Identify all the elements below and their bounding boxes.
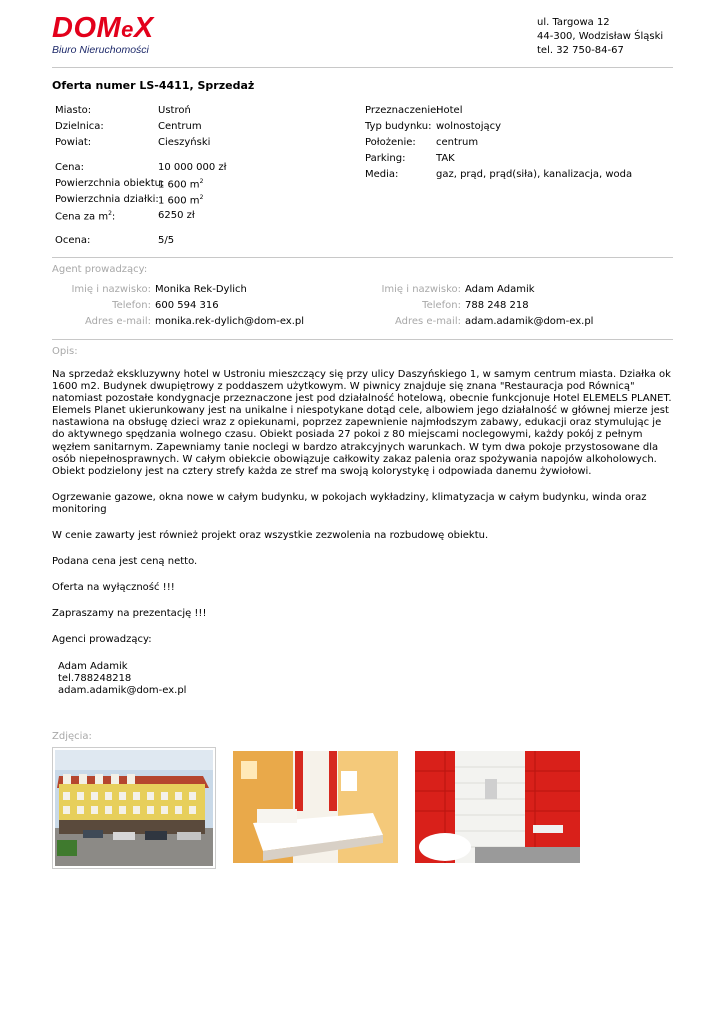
- description-paragraph: Zapraszamy na prezentację !!!: [52, 608, 207, 620]
- description-paragraph: Agenci prowadzący:: [52, 634, 152, 646]
- agent-2-name: Adam Adamik: [465, 284, 535, 295]
- hotel-bathroom-photo[interactable]: [415, 751, 580, 863]
- hotel-building-photo[interactable]: [52, 747, 216, 869]
- contact-email: adam.adamik@dom-ex.pl: [58, 684, 187, 696]
- powiat-value: Cieszyński: [158, 137, 211, 148]
- przeznaczenie-value: Hotel: [436, 105, 463, 116]
- ocena-label: Ocena:: [55, 235, 91, 246]
- powierzchnia-dzialki-label: Powierzchnia działki:: [55, 194, 159, 205]
- description-label: Opis:: [52, 346, 78, 357]
- agent-1-name: Monika Rek-Dylich: [155, 284, 247, 295]
- description-paragraph: Oferta na wyłączność !!!: [52, 582, 175, 594]
- cena-label: Cena:: [55, 162, 84, 173]
- header-divider: [52, 67, 673, 68]
- agent-2-phone-label: Telefon:: [422, 300, 461, 311]
- agent-1-phone-label: Telefon:: [112, 300, 151, 311]
- description-paragraph: Podana cena jest ceną netto.: [52, 556, 198, 568]
- description-paragraph: W cenie zawarty jest również projekt oraz wszystkie zezwolenia na rozbudowę obiektu.: [52, 530, 489, 542]
- miasto-value: Ustroń: [158, 105, 191, 116]
- polozenie-label: Położenie:: [365, 137, 416, 148]
- powierzchnia-obiektu-value: 1 600 $m^2$: [158, 178, 204, 191]
- typ-budynku-label: Typ budynku:: [365, 121, 432, 132]
- media-value: gaz, prąd, prąd(siła), kanalizacja, woda: [436, 169, 633, 180]
- logo-wordmark: DOMeX: [52, 12, 154, 44]
- agents-section-label: Agent prowadzący:: [52, 264, 148, 275]
- cena-za-m2-label: Cena za $m^2$:: [55, 210, 116, 223]
- company-address: [537, 16, 663, 58]
- dzielnica-value: Centrum: [158, 121, 202, 132]
- contact-tel: tel.788248218: [58, 672, 132, 684]
- company-logo: [52, 14, 154, 56]
- powierzchnia-dzialki-value: 1 600 $m^2$: [158, 194, 204, 207]
- agent-1-phone[interactable]: 600 594 316: [155, 300, 219, 311]
- agent-1-email[interactable]: monika.rek-dylich@dom-ex.pl: [155, 316, 305, 327]
- description-paragraph: Ogrzewanie gazowe, okna nowe w całym budynku, w pokojach wykładziny, klimatyzacja w całym budynku, winda oraz monitoring: [52, 491, 647, 515]
- agents-divider: [52, 339, 673, 340]
- dzielnica-label: Dzielnica:: [55, 121, 104, 132]
- hotel-bedroom-photo[interactable]: [233, 751, 398, 863]
- przeznaczenie-label: Przeznaczenie:: [365, 105, 440, 116]
- powierzchnia-obiektu-label: Powierzchnia obiektu:: [55, 178, 165, 189]
- polozenie-value: centrum: [436, 137, 479, 148]
- parking-label: Parking:: [365, 153, 406, 164]
- cena-value: 10 000 000 zł: [158, 162, 227, 173]
- address-phone: tel. 32 750-84-67: [537, 45, 624, 56]
- typ-budynku-value: wolnostojący: [436, 121, 502, 132]
- agent-2-name-label: Imię i nazwisko:: [381, 284, 461, 295]
- agent-2-phone[interactable]: 788 248 218: [465, 300, 529, 311]
- agent-2-email[interactable]: adam.adamik@dom-ex.pl: [465, 316, 594, 327]
- contact-name: Adam Adamik: [58, 660, 128, 672]
- details-divider: [52, 257, 673, 258]
- miasto-label: Miasto:: [55, 105, 92, 116]
- agent-1-name-label: Imię i nazwisko:: [71, 284, 151, 295]
- parking-value: TAK: [436, 153, 455, 164]
- cena-za-m2-value: 6250 zł: [158, 210, 195, 221]
- powiat-label: Powiat:: [55, 137, 92, 148]
- offer-title: Oferta numer LS-4411, Sprzedaż: [52, 79, 255, 92]
- photos-label: Zdjęcia:: [52, 731, 92, 742]
- address-street: ul. Targowa 12: [537, 17, 610, 28]
- agent-2-email-label: Adres e-mail:: [394, 316, 461, 327]
- address-city: 44-300, Wodzisław Śląski: [537, 31, 664, 42]
- ocena-value: 5/5: [158, 235, 175, 246]
- media-label: Media:: [365, 169, 399, 180]
- agent-1-email-label: Adres e-mail:: [84, 316, 151, 327]
- description-body: [52, 369, 674, 697]
- description-paragraph: Na sprzedaż ekskluzywny hotel w Ustroniu mieszczący się przy ulicy Daszyńskiego 1, w samym centrum miasta. Działka ok 1600 m2. Budynek dwupiętrowy z poddaszem użytkowym. W piwnicy znajduje się znana "Restauracja pod Równicą" natomiast pozostałe kondygnacje przeznaczone jest pod działalność hotelową, obecnie funkcjonuje Hotel ELEMELS PLANET. Elemels Planet ukierunkowany jest na unikalne i niespotykane dotąd cele, albowiem jego działalność w głównej mierze jest nastawiona na obsługę dzieci wraz z opiekunami, poprzez zapewnienie najmłodszym zabawy, edukacji oraz stymulując je do aktywnego spędzania wolnego czasu. Obiekt posiada 27 pokoi z 80 miejscami noclegowymi, każdy pokój z pełnym węzłem sanitarnym. Zapewniamy tanie noclegi w bardzo atrakcyjnych warunkach. W tym dwa pokoje przystosowane dla osób niepełnosprawnych. W całym obiekcie obowiązuje całkowity zakaz palenia oraz spożywania napojów alkoholowych. Obiekt podzielony jest na cztery strefy każda ze stref ma swoją kolorystykę i odpowiada danemu żywiołowi.: [52, 369, 672, 477]
- logo-subtitle: Biuro Nieruchomości: [52, 44, 149, 56]
